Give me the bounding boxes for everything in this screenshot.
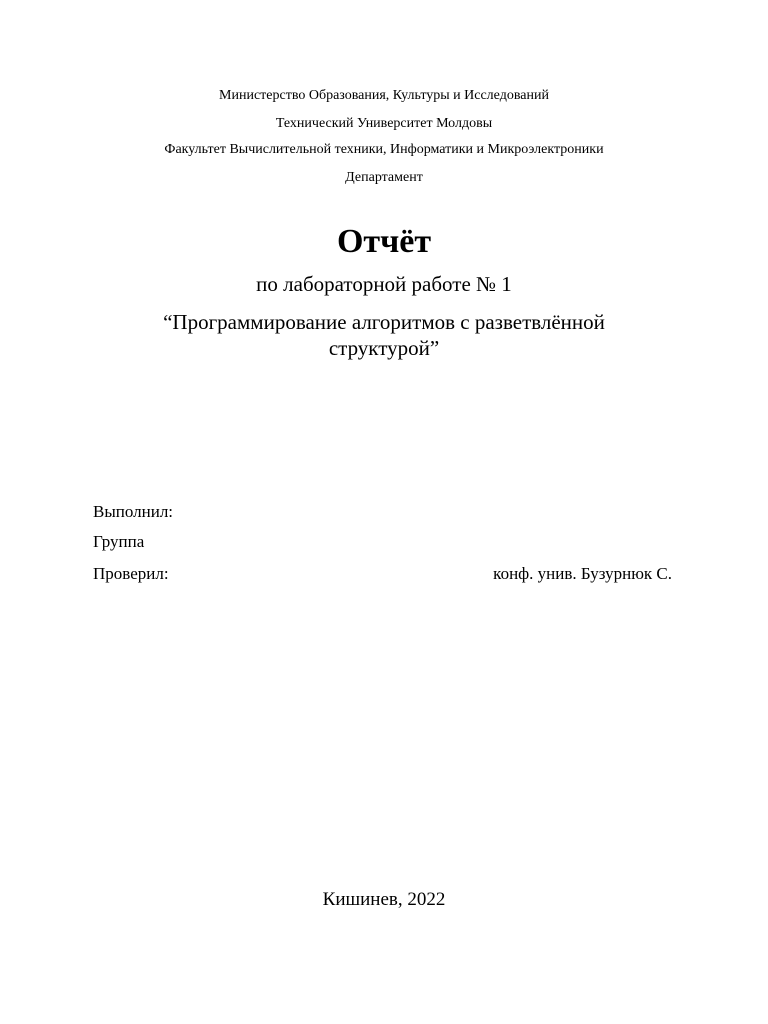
report-subtitle: по лабораторной работе № 1	[256, 272, 512, 296]
university-name: Технический Университет Молдовы	[275, 116, 493, 131]
city-year: Кишинев, 2022	[322, 889, 446, 910]
ministry-name: Министерство Образования, Культуры и Исследований	[219, 88, 549, 103]
group-label: Группа	[93, 532, 145, 551]
department-name: Департамент	[345, 170, 423, 185]
report-title: Отчёт	[336, 223, 432, 260]
checked-by-label: Проверил:	[93, 564, 169, 583]
report-topic: “Программирование алгоритмов с разветвлённой структурой”	[163, 310, 605, 360]
checker-name: конф. унив. Бузурнюк С.	[493, 564, 672, 583]
faculty-name: Факультет Вычислительной техники, Информатики и Микроэлектроники	[164, 142, 604, 157]
performed-by-label: Выполнил:	[93, 502, 174, 521]
